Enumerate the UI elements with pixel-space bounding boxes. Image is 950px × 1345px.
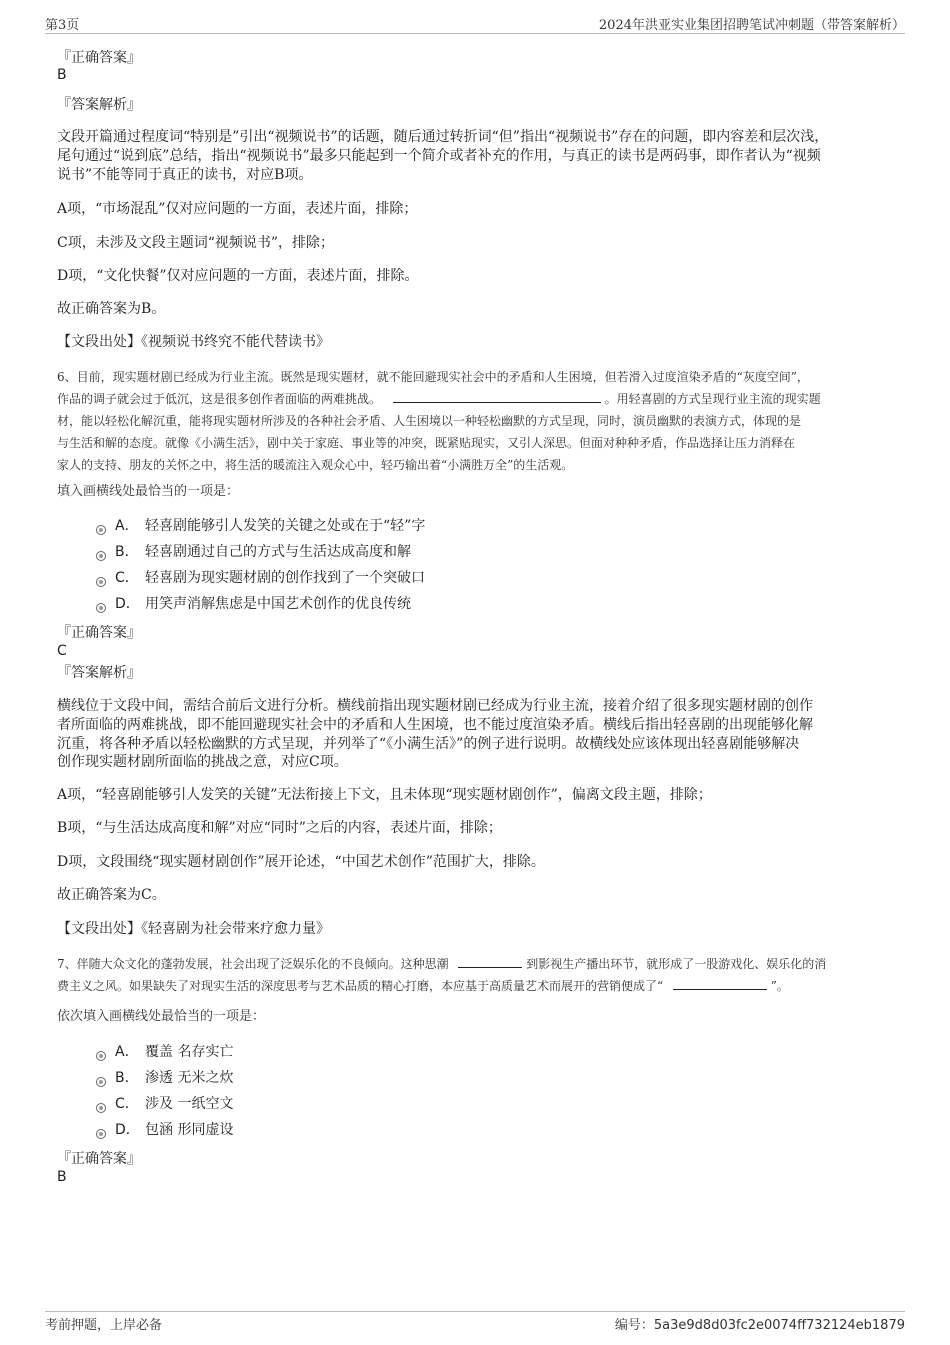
question-stem-line: 家人的支持、朋友的关怀之中，将生活的暖流注入观众心中，轻巧输出着“小满胜万全”的生活观。 xyxy=(57,458,574,472)
source-citation: 【文段出处】《轻喜剧为社会带来疗愈力量》 xyxy=(57,921,330,937)
option-letter: A． xyxy=(115,1044,139,1060)
option-b-radio[interactable] xyxy=(96,1077,106,1087)
analysis-label: 『答案解析』 xyxy=(57,665,141,681)
question-stem-line xyxy=(57,975,789,997)
option-text: 覆盖 名存实亡 xyxy=(145,1044,234,1060)
option-letter: D． xyxy=(115,1122,140,1138)
answer-label: 『正确答案』 xyxy=(57,625,141,641)
option-d[interactable] xyxy=(115,595,411,613)
code-label: 编号： xyxy=(614,1318,654,1333)
question-prompt: 依次填入画横线处最恰当的一项是： xyxy=(57,1009,266,1024)
fill-blank xyxy=(393,389,601,403)
question-stem-line: 与生活和解的态度。就像《小满生活》，剧中关于家庭、事业等的冲突，既紧贴现实，又引人深思。但面对种种矛盾，作品选择让压力消释在 xyxy=(57,436,796,450)
stem-text: 。用轻喜剧的方式呈现行业主流的现实题 xyxy=(604,392,821,406)
option-a[interactable] xyxy=(115,1043,233,1061)
option-text: 轻喜剧为现实题材剧的创作找到了一个突破口 xyxy=(145,570,425,586)
stem-text: 7、伴随大众文化的蓬勃发展，社会出现了泛娱乐化的不良倾向。这种思潮 xyxy=(57,957,449,971)
option-letter: A． xyxy=(115,518,139,534)
option-d-radio[interactable] xyxy=(96,603,106,613)
option-letter: C． xyxy=(115,1096,139,1112)
option-d[interactable] xyxy=(115,1121,233,1139)
analysis-line: 创作现实题材剧所面临的挑战之意，对应C项。 xyxy=(57,754,348,770)
option-letter: B． xyxy=(115,1070,139,1086)
header-rule xyxy=(45,33,905,34)
question-stem-line: 6、目前，现实题材剧已经成为行业主流。既然是现实题材，就不能回避现实社会中的矛盾和人生困境，但若滑入过度渲染矛盾的“灰度空间”， xyxy=(57,370,809,384)
fill-blank xyxy=(458,954,522,968)
analysis-line: 沉重，将各种矛盾以轻松幽默的方式呈现，并列举了“《小满生活》”的例子进行说明。故横线处应该体现出轻喜剧能够解决 xyxy=(57,736,800,752)
analysis-line: 尾句通过“说到底”总结，指出“视频说书”最多只能起到一个简介或者补充的作用，与真正的读书是两码事，即作者认为“视频 xyxy=(57,148,821,164)
document-title: 2024年洪亚实业集团招聘笔试冲刺题（带答案解析） xyxy=(598,18,905,33)
option-c[interactable] xyxy=(115,569,425,587)
elimination-a: A项，“市场混乱”仅对应问题的一方面，表述片面，排除； xyxy=(57,201,418,217)
conclusion: 故正确答案为B。 xyxy=(57,301,166,317)
option-letter: B． xyxy=(115,544,139,560)
answer-value: B xyxy=(57,1169,67,1185)
elimination-c: C项，未涉及文段主题词“视频说书”，排除； xyxy=(57,235,335,251)
option-c-radio[interactable] xyxy=(96,1103,106,1113)
analysis-line: 者所面临的两难挑战，即不能回避现实社会中的矛盾和人生困境，也不能过度渲染矛盾。横线后指出轻喜剧的出现能够化解 xyxy=(57,717,813,733)
analysis-label: 『答案解析』 xyxy=(57,97,141,113)
option-a-radio[interactable] xyxy=(96,1051,106,1061)
option-text: 涉及 一纸空文 xyxy=(145,1096,234,1112)
answer-value: B xyxy=(57,67,67,83)
question-stem-line xyxy=(57,953,826,975)
option-letter: C． xyxy=(115,570,139,586)
option-b[interactable] xyxy=(115,1069,233,1087)
question-stem-line: 材，能以轻松化解沉重，能将现实题材所涉及的各种社会矛盾、人生困境以一种轻松幽默的方式呈现，同时，演员幽默的表演方式，体现的是 xyxy=(57,414,802,428)
option-letter: D． xyxy=(115,596,140,612)
option-b-radio[interactable] xyxy=(96,551,106,561)
stem-text: ”。 xyxy=(770,979,789,993)
answer-label: 『正确答案』 xyxy=(57,50,141,66)
code-value: 5a3e9d8d03fc2e0074ff732124eb1879 xyxy=(653,1318,905,1333)
elimination-d: D项，文段围绕“现实题材剧创作”展开论述，“中国艺术创作”范围扩大，排除。 xyxy=(57,854,545,870)
option-text: 轻喜剧能够引人发笑的关键之处或在于“轻”字 xyxy=(145,518,426,534)
conclusion: 故正确答案为C。 xyxy=(57,887,166,903)
elimination-b: B项，“与生活达成高度和解”对应“同时”之后的内容，表述片面，排除； xyxy=(57,820,502,836)
footer-slogan: 考前押题，上岸必备 xyxy=(45,1318,163,1333)
option-b[interactable] xyxy=(115,543,411,561)
option-d-radio[interactable] xyxy=(96,1129,106,1139)
option-text: 包涵 形同虚设 xyxy=(145,1122,234,1138)
footer-rule xyxy=(45,1311,905,1312)
analysis-line: 文段开篇通过程度词“特别是”引出“视频说书”的话题，随后通过转折词“但”指出“视频说书”存在的问题，即内容差和层次浅， xyxy=(57,129,829,145)
question-stem-line xyxy=(57,388,821,410)
option-text: 渗透 无米之炊 xyxy=(145,1070,234,1086)
answer-label: 『正确答案』 xyxy=(57,1151,141,1167)
stem-text: 费主义之风。如果缺失了对现实生活的深度思考与艺术品质的精心打磨，本应基于高质量艺术而展开的营销便成了“ xyxy=(57,979,664,993)
document-code xyxy=(615,1314,905,1333)
option-c-radio[interactable] xyxy=(96,577,106,587)
elimination-a: A项，“轻喜剧能够引人发笑的关键”无法衔接上下文，且未体现“现实题材剧创作”，偏离文段主题，排除； xyxy=(57,787,712,803)
source-citation: 【文段出处】《视频说书终究不能代替读书》 xyxy=(57,334,330,350)
option-c[interactable] xyxy=(115,1095,233,1113)
option-a-radio[interactable] xyxy=(96,525,106,535)
option-text: 轻喜剧通过自己的方式与生活达成高度和解 xyxy=(145,544,411,560)
stem-text: 作品的调子就会过于低沉，这是很多创作者面临的两难挑战。 xyxy=(57,392,382,406)
analysis-line: 横线位于文段中间，需结合前后文进行分析。横线前指出现实题材剧已经成为行业主流，接着介绍了很多现实题材剧的创作 xyxy=(57,698,813,714)
stem-text: 到影视生产播出环节，就形成了一股游戏化、娱乐化的消 xyxy=(526,957,827,971)
option-a[interactable] xyxy=(115,517,425,535)
option-text: 用笑声消解焦虑是中国艺术创作的优良传统 xyxy=(145,596,411,612)
fill-blank xyxy=(673,976,767,990)
analysis-line: 说书”不能等同于真正的读书，对应B项。 xyxy=(57,167,313,183)
elimination-d: D项，“文化快餐”仅对应问题的一方面，表述片面，排除。 xyxy=(57,268,419,284)
answer-value: C xyxy=(57,643,67,659)
question-prompt: 填入画横线处最恰当的一项是： xyxy=(57,484,240,499)
page-number: 第3页 xyxy=(45,18,80,33)
